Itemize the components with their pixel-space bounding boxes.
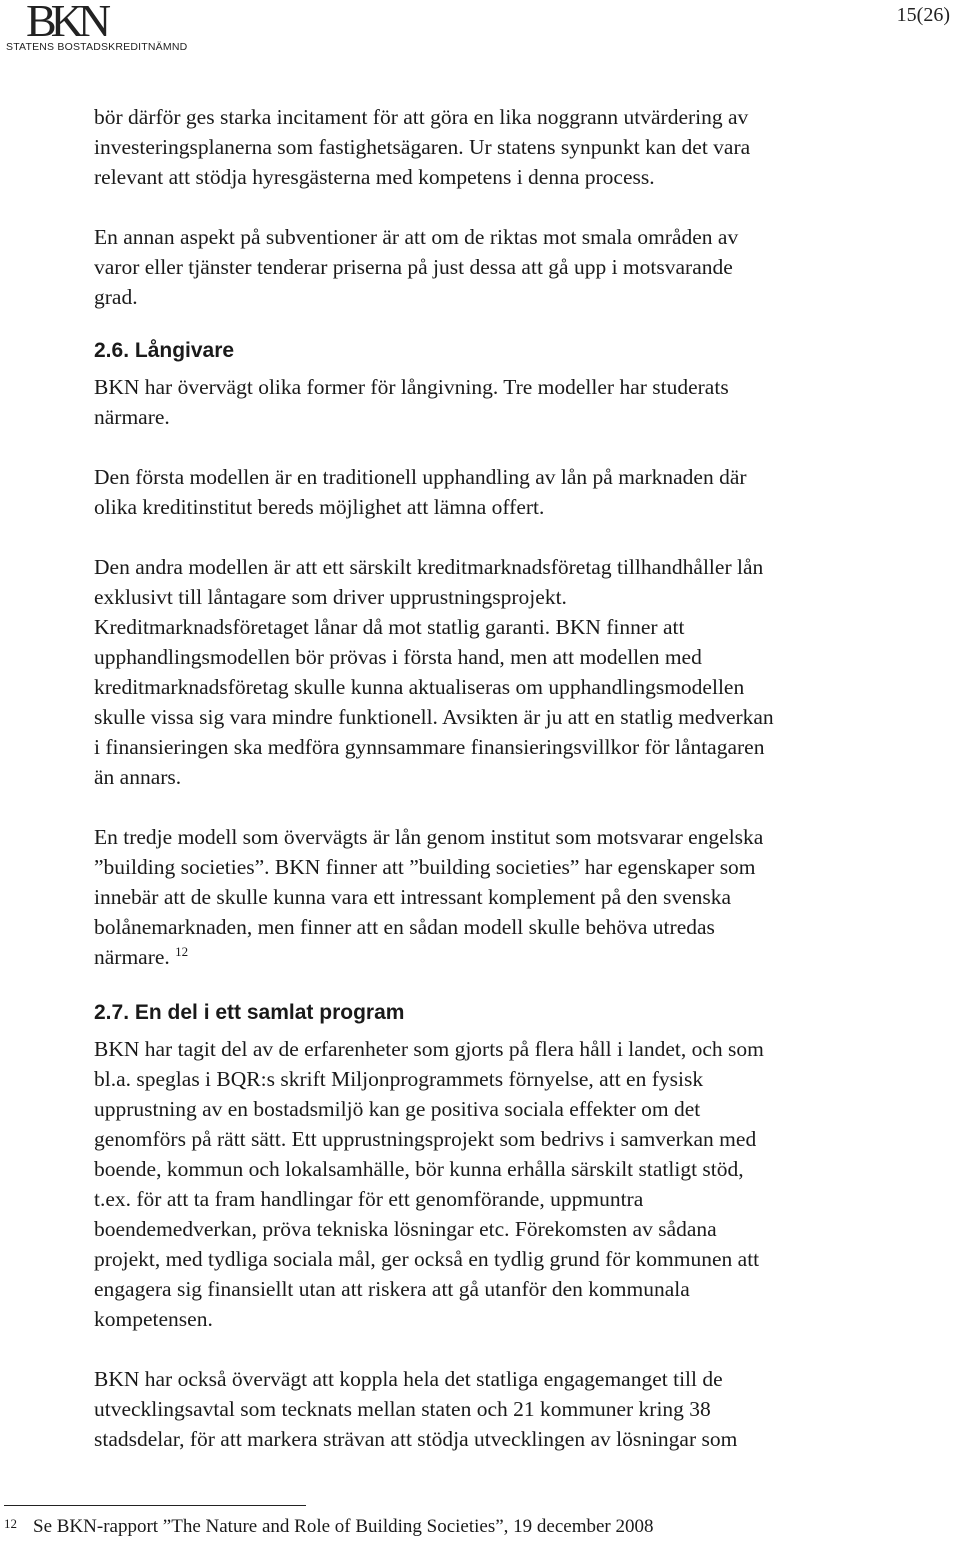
text-line: exklusivt till låntagare som driver upprustningsprojekt. bbox=[94, 585, 567, 609]
text-line: genomförs på rätt sätt. Ett upprustningsprojekt som bedrivs i samverkan med bbox=[94, 1127, 757, 1151]
text-line: skulle vissa sig vara mindre funktionell. Avsikten är ju att en statlig medverkan bbox=[94, 705, 774, 729]
document-body bbox=[94, 102, 944, 1454]
text-line: projekt, med tydliga sociala mål, ger också en tydlig grund för kommunen att bbox=[94, 1247, 760, 1271]
text-span: närmare. bbox=[94, 945, 170, 969]
text-line: stadsdelar, för att markera strävan att stödja utvecklingen av lösningar som bbox=[94, 1427, 738, 1451]
paragraph-4 bbox=[94, 462, 944, 522]
footnote-reference[interactable]: 12 bbox=[175, 943, 189, 959]
footnote bbox=[4, 1516, 654, 1538]
text-line bbox=[94, 942, 944, 972]
text-line: Den första modellen är en traditionell upphandling av lån på marknaden där bbox=[94, 465, 747, 489]
paragraph-6 bbox=[94, 822, 944, 972]
text-line: BKN har övervägt olika former för långivning. Tre modeller har studerats bbox=[94, 375, 729, 399]
section-heading-2-7: 2.7. En del i ett samlat program bbox=[94, 1001, 405, 1024]
text-line: En annan aspekt på subventioner är att om de riktas mot smala områden av bbox=[94, 225, 739, 249]
text-line: grad. bbox=[94, 285, 138, 309]
text-line: boende, kommun och lokalsamhälle, bör kunna erhålla särskilt statligt stöd, bbox=[94, 1157, 744, 1181]
page-number: 15(26) bbox=[896, 4, 950, 26]
text-line: BKN har tagit del av de erfarenheter som gjorts på flera håll i landet, och som bbox=[94, 1037, 764, 1061]
paragraph-2 bbox=[94, 222, 944, 312]
text-line: utvecklingsavtal som tecknats mellan staten och 21 kommuner kring 38 bbox=[94, 1397, 711, 1421]
paragraph-7 bbox=[94, 1034, 944, 1334]
text-line: ”building societies”. BKN finner att ”building societies” har egenskaper som bbox=[94, 855, 756, 879]
text-line: boendemedverkan, pröva tekniska lösningar etc. Förekomsten av sådana bbox=[94, 1217, 717, 1241]
text-line: bl.a. speglas i BQR:s skrift Miljonprogrammets förnyelse, att en fysisk bbox=[94, 1067, 704, 1091]
footnote-text: Se BKN-rapport ”The Nature and Role of Building Societies”, 19 december 2008 bbox=[33, 1516, 654, 1537]
text-line: bör därför ges starka incitament för att göra en lika noggrann utvärdering av bbox=[94, 105, 749, 129]
text-line: innebär att de skulle kunna vara ett intressant komplement på den svenska bbox=[94, 885, 732, 909]
text-line: t.ex. för att ta fram handlingar för ett genomförande, uppmuntra bbox=[94, 1187, 644, 1211]
paragraph-8 bbox=[94, 1364, 944, 1454]
text-line: upprustning av en bostadsmiljö kan ge positiva sociala effekter om det bbox=[94, 1097, 701, 1121]
section-heading-2-6: 2.6. Långivare bbox=[94, 339, 235, 362]
logo-mark: BKN bbox=[26, 0, 106, 46]
text-line: än annars. bbox=[94, 765, 182, 789]
paragraph-5 bbox=[94, 552, 944, 792]
footnote-number: 12 bbox=[4, 1516, 17, 1531]
text-line: En tredje modell som övervägts är lån genom institut som motsvarar engelska bbox=[94, 825, 764, 849]
text-line: Den andra modellen är att ett särskilt kreditmarknadsföretag tillhandhåller lån bbox=[94, 555, 764, 579]
paragraph-1 bbox=[94, 102, 944, 192]
text-line: olika kreditinstitut bereds möjlighet att lämna offert. bbox=[94, 495, 545, 519]
text-line: i finansieringen ska medföra gynnsammare finansieringsvillkor för låntagaren bbox=[94, 735, 765, 759]
text-line: engagera sig finansiellt utan att riskera att gå utanför den kommunala bbox=[94, 1277, 690, 1301]
text-line: relevant att stödja hyresgästerna med kompetens i denna process. bbox=[94, 165, 655, 189]
text-line: kreditmarknadsföretag skulle kunna aktualiseras om upphandlingsmodellen bbox=[94, 675, 745, 699]
text-line: varor eller tjänster tenderar priserna på just dessa att gå upp i motsvarande bbox=[94, 255, 733, 279]
paragraph-3 bbox=[94, 372, 944, 432]
text-line: BKN har också övervägt att koppla hela det statliga engagemanget till de bbox=[94, 1367, 723, 1391]
footnote-divider bbox=[4, 1505, 306, 1506]
text-line: upphandlingsmodellen bör prövas i första hand, men att modellen med bbox=[94, 645, 702, 669]
text-line: kompetensen. bbox=[94, 1307, 213, 1331]
text-line: bolånemarknaden, men finner att en sådan modell skulle behöva utredas bbox=[94, 915, 715, 939]
text-line: Kreditmarknadsföretaget lånar då mot statlig garanti. BKN finner att bbox=[94, 615, 685, 639]
text-line: närmare. bbox=[94, 405, 170, 429]
logo bbox=[4, 0, 188, 60]
text-line: investeringsplanerna som fastighetsägaren. Ur statens synpunkt kan det vara bbox=[94, 135, 751, 159]
logo-subtitle: STATENS BOSTADSKREDITNÄMND bbox=[6, 41, 188, 53]
